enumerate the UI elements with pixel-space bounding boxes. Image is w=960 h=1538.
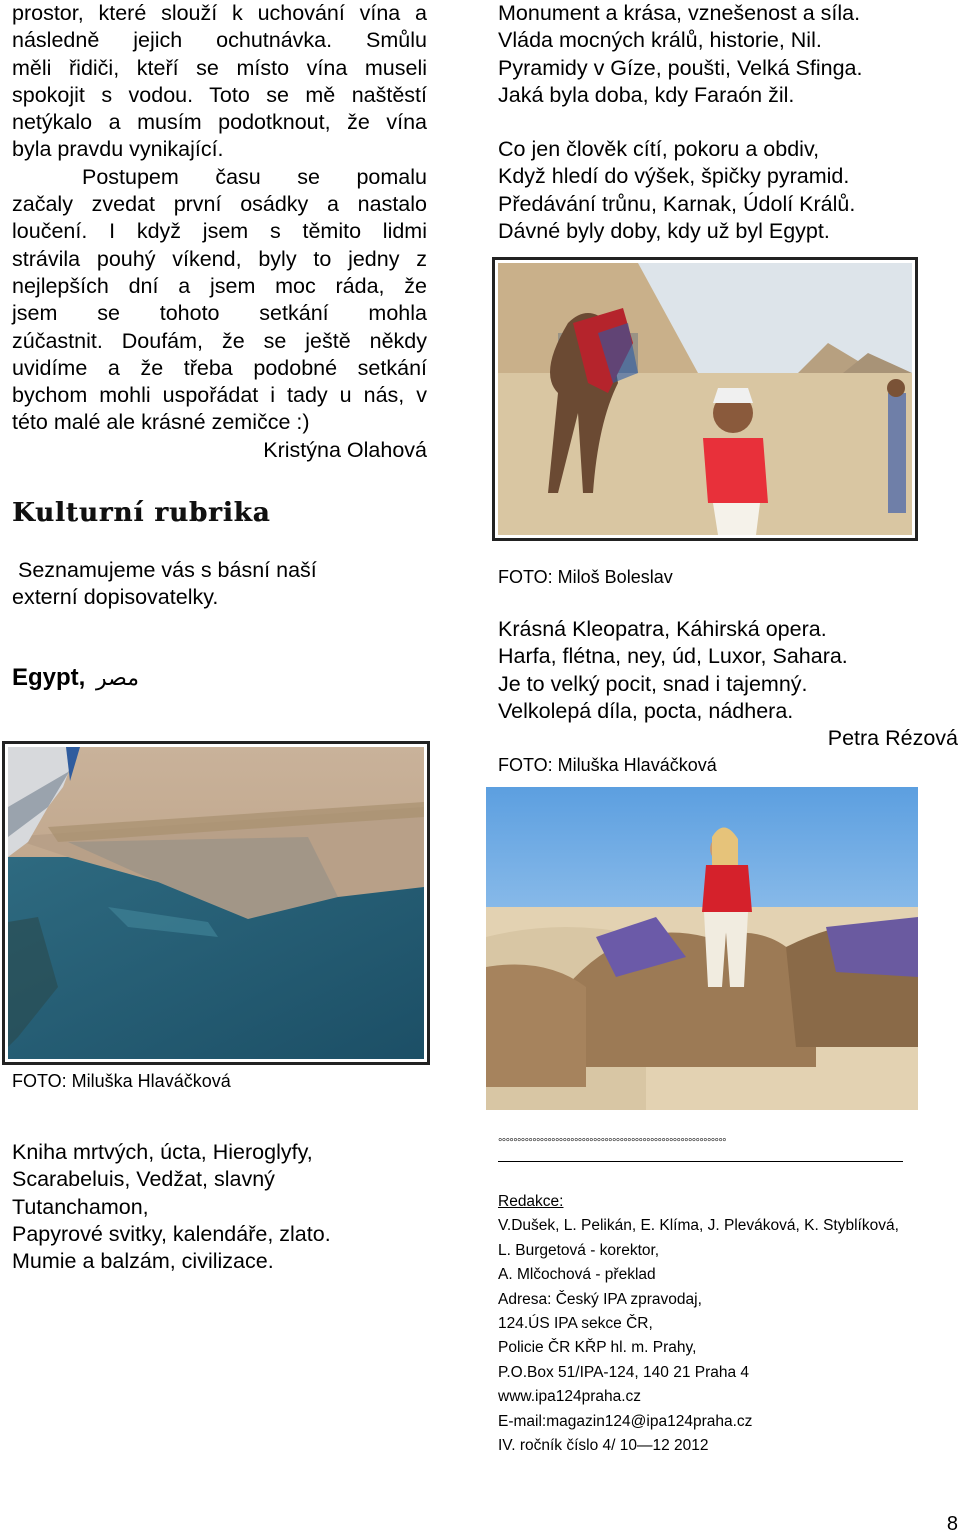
- editorial-issue: IV. ročník číslo 4/ 10—12 2012: [498, 1437, 709, 1455]
- poem-title-arabic: مصر: [96, 666, 140, 691]
- article-line: loučení. I když jsem s těmito lidmi: [12, 219, 427, 244]
- editorial-heading: Redakce:: [498, 1193, 564, 1210]
- article-line: následně jejich ochutnávka. Smůlu: [12, 28, 427, 53]
- poem-intro: [12, 557, 432, 612]
- editorial-line: V.Dušek, L. Pelikán, E. Klíma, J. Pleváková, K. Styblíková,: [498, 1217, 899, 1235]
- poem-line: Jaká byla doba, kdy Faraón žil.: [498, 82, 795, 107]
- photo1-caption: FOTO: Miluška Hlaváčková: [12, 1071, 231, 1091]
- editorial-email[interactable]: E-mail:magazin124@ipa124praha.cz: [498, 1412, 753, 1430]
- poem-stanza-3: [12, 1139, 432, 1275]
- article-line: uvidíme a že třeba podobné setkání: [12, 355, 427, 380]
- article-line: Postupem času se pomalu: [82, 164, 427, 189]
- poem-line: Vláda mocných králů, historie, Nil.: [498, 28, 822, 53]
- poem-line: Papyrové svitky, kalendáře, zlato.: [12, 1221, 331, 1246]
- photo-pyramids: [498, 263, 912, 535]
- photo-aerial: [8, 747, 424, 1059]
- article-line: prostor, které slouží k uchování vína a: [12, 1, 427, 25]
- article-line: spokojit s vodou. Toto se mě naštěstí: [12, 82, 427, 107]
- page-number: 8: [946, 1513, 958, 1535]
- intro-line: Seznamujeme vás s básní naší: [18, 558, 317, 582]
- article-line: měli řidiči, kteří se místo vína museli: [12, 55, 427, 80]
- poem-line: Když hledí do výšek, špičky pyramid.: [498, 164, 850, 189]
- poem-stanza-1: [498, 0, 958, 109]
- poem-stanza-4: [498, 616, 958, 725]
- editorial-line: A. Mlčochová - překlad: [498, 1266, 656, 1284]
- section-heading: Kulturní rubrika: [12, 498, 271, 528]
- poem-title-latin: Egypt,: [12, 664, 86, 691]
- article-line: zúčastnit. Doufám, že se ještě někdy: [12, 328, 427, 353]
- poem-author: Petra Rézová: [827, 726, 958, 750]
- separator-rule: [498, 1161, 903, 1162]
- editorial-line: L. Burgetová - korektor,: [498, 1241, 660, 1259]
- intro-line: externí dopisovatelky.: [12, 585, 219, 610]
- poem-line: Harfa, flétna, ney, úd, Luxor, Sahara.: [498, 644, 848, 669]
- poem-line: Kniha mrtvých, úcta, Hieroglyfy,: [12, 1140, 313, 1164]
- photo-camels: [486, 787, 918, 1110]
- dots-separator: °°°°°°°°°°°°°°°°°°°°°°°°°°°°°°°°°°°°°°°°°°°°°°°°°°°°°°°°°°°°: [498, 1137, 726, 1149]
- article-text: [12, 0, 427, 464]
- article-line: této malé ale krásné zemičce :): [12, 410, 310, 435]
- poem-line: Je to velký pocit, snad i tajemný.: [498, 671, 808, 696]
- poem-stanza-2: [498, 136, 958, 245]
- article-line: jsem se tohoto setkání mohla: [12, 301, 427, 326]
- photo3-caption: FOTO: Miluška Hlaváčková: [498, 755, 717, 775]
- editorial-line: Adresa: Český IPA zpravodaj,: [498, 1290, 702, 1308]
- article-line: byla pravdu vynikající.: [12, 137, 224, 162]
- pyramids-image: [498, 263, 912, 535]
- poem-line: Mumie a balzám, civilizace.: [12, 1249, 274, 1274]
- editorial-line: 124.ÚS IPA sekce ČR,: [498, 1315, 653, 1333]
- poem-line: Tutanchamon,: [12, 1194, 149, 1219]
- article-line: začaly zvedat první osádky a nastalo: [12, 192, 427, 217]
- editorial-info: [498, 1190, 960, 1458]
- camels-image: [486, 787, 918, 1110]
- poem-line: Co jen člověk cítí, pokoru a obdiv,: [498, 137, 820, 161]
- poem-line: Krásná Kleopatra, Káhirská opera.: [498, 617, 827, 641]
- photo2-caption: FOTO: Miloš Boleslav: [498, 567, 673, 587]
- poem-line: Předávání trůnu, Karnak, Údolí Králů.: [498, 191, 856, 216]
- poem-line: Velkolepá díla, pocta, nádhera.: [498, 698, 794, 723]
- poem-line: Scarabeluis, Vedžat, slavný: [12, 1167, 275, 1192]
- article-signature: Kristýna Olahová: [263, 437, 427, 462]
- poem-line: Pyramidy v Gíze, poušti, Velká Sfinga.: [498, 55, 863, 80]
- poem-line: Dávné byly doby, kdy už byl Egypt.: [498, 218, 830, 243]
- poem-line: Monument a krása, vznešenost a síla.: [498, 1, 861, 25]
- article-line: nejlepších dní a jsem moc ráda, že: [12, 273, 427, 298]
- poem-title: [12, 664, 139, 692]
- article-line: strávila pouhý víkend, byly to jedny z: [12, 246, 427, 271]
- editorial-website[interactable]: www.ipa124praha.cz: [498, 1388, 642, 1406]
- article-line: netýkalo a musím podotknout, že vína: [12, 110, 427, 135]
- editorial-line: Policie ČR KŘP hl. m. Prahy,: [498, 1339, 697, 1357]
- aerial-image: [8, 747, 424, 1059]
- article-line: bychom mohli uspořádat i tady u nás, v: [12, 383, 427, 408]
- editorial-line: P.O.Box 51/IPA-124, 140 21 Praha 4: [498, 1363, 750, 1381]
